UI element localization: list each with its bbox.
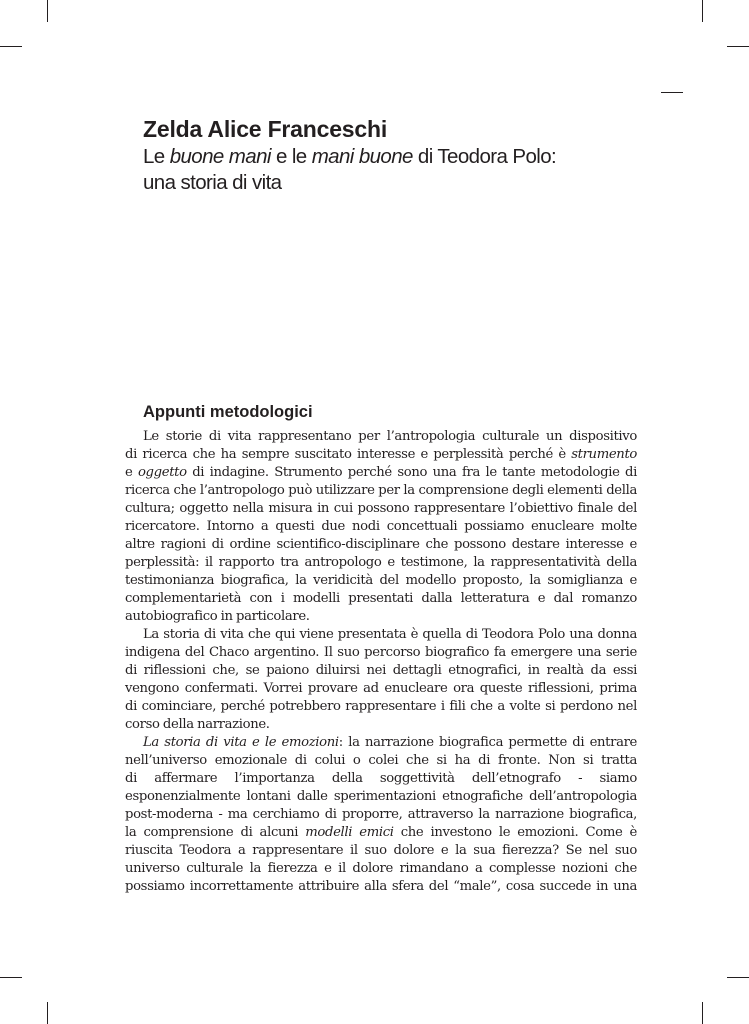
text-line: indigena del Chaco argentino. Il suo percorso biografico fa emergere una serie xyxy=(125,645,637,660)
italic-lead-in: La storia di vita e le emozioni xyxy=(143,735,339,750)
text-line: vengono confermati. Vorrei provare ad enucleare ora queste riflessioni, prima xyxy=(125,681,637,696)
header-rule xyxy=(661,92,683,93)
text-line: ricercatore. Intorno a questi due nodi concettuali possiamo enucleare molte xyxy=(125,519,637,534)
italic-term-oggetto: oggetto xyxy=(137,465,187,480)
crop-mark-bottom-left xyxy=(47,1002,48,1024)
text-span: che investono le emozioni. Come è xyxy=(393,825,637,840)
crop-mark-top-left-h xyxy=(0,46,22,47)
text-span: e xyxy=(125,465,138,480)
text-line: Le storie di vita rappresentano per l’antropologia culturale un dispositivo xyxy=(143,429,637,444)
paragraph-1 xyxy=(125,428,637,626)
body-text xyxy=(125,428,637,896)
title-italic-mani-buone: mani buone xyxy=(311,145,413,168)
text-line xyxy=(125,824,637,842)
text-span: : la narrazione biografica permette di entrare xyxy=(338,735,637,750)
author-name: Zelda Alice Franceschi xyxy=(143,116,388,142)
text-line: altre ragioni di ordine scientifico-disciplinare che possono destare interesse e xyxy=(125,537,637,552)
text-line: di riflessioni che, se paiono diluirsi nei dettagli etnografici, in realtà da essi xyxy=(125,663,637,678)
title-text: Le xyxy=(143,145,170,168)
crop-mark-top-right-h xyxy=(727,46,749,47)
text-span: di indagine. Strumento perché sono una fra le tante metodologie di xyxy=(186,465,637,480)
crop-mark-top-left xyxy=(47,0,48,22)
text-line xyxy=(125,464,637,482)
text-line: universo culturale la fierezza e il dolore rimandano a complesse nozioni che xyxy=(125,861,637,876)
text-line: testimonianza biografica, la veridicità del modello proposto, la somiglianza e xyxy=(125,573,637,588)
title-text: di Teodora Polo: xyxy=(412,145,557,168)
paragraph-2 xyxy=(125,626,637,734)
section-heading: Appunti metodologici xyxy=(143,403,313,421)
text-line: possiamo incorrettamente attribuire alla sfera del “male”, cosa succede in una xyxy=(125,879,637,894)
italic-term-strumento: strumento xyxy=(571,447,637,462)
title-line-2: una storia di vita xyxy=(143,171,282,194)
text-line xyxy=(125,734,637,752)
text-line: esponenzialmente lontani dalle sperimentazioni etnografiche dell’antropologia xyxy=(125,789,637,804)
text-line xyxy=(125,446,637,464)
title-italic-buone-mani: buone mani xyxy=(169,145,271,168)
text-line: cultura; oggetto nella misura in cui possono rappresentare l’obiettivo finale del xyxy=(125,501,637,516)
text-line: ricerca che l’antropologo può utilizzare per la comprensione degli elementi della xyxy=(125,483,637,498)
crop-mark-top-right xyxy=(702,0,703,22)
title-line-1 xyxy=(143,144,603,170)
crop-mark-bottom-right xyxy=(702,1002,703,1024)
text-line: corso della narrazione. xyxy=(125,717,270,732)
text-line: complementarietà con i modelli presentati dalla letteratura e dal romanzo xyxy=(125,591,637,606)
title-text: e le xyxy=(270,145,312,168)
paragraph-3 xyxy=(125,734,637,896)
text-line: perplessità: il rapporto tra antropologo e testimone, la rappresentatività della xyxy=(125,555,637,570)
text-span: la comprensione di alcuni xyxy=(125,825,306,840)
text-line: di cominciare, perché potrebbero rappresentare i fili che a volte si perdono nel xyxy=(125,699,637,714)
chapter-title xyxy=(143,144,603,196)
text-line: riuscita Teodora a rappresentare il suo dolore e la sua fierezza? Se nel suo xyxy=(125,843,637,858)
crop-mark-bottom-left-h xyxy=(0,977,22,978)
text-line: post-moderna - ma cerchiamo di proporre, attraverso la narrazione biografica, xyxy=(125,807,637,822)
crop-mark-bottom-right-h xyxy=(727,977,749,978)
text-line: autobiografico in particolare. xyxy=(125,609,310,624)
text-line: di affermare l’importanza della soggettività dell’etnografo - siamo xyxy=(125,771,637,786)
italic-term-modelli-emici: modelli emici xyxy=(305,825,394,840)
text-span: di ricerca che ha sempre suscitato interesse e perplessità perché è xyxy=(125,447,572,462)
text-line: nell’universo emozionale di colui o colei che si ha di fronte. Non si tratta xyxy=(125,753,637,768)
text-line: La storia di vita che qui viene presentata è quella di Teodora Polo una donna xyxy=(143,627,637,642)
